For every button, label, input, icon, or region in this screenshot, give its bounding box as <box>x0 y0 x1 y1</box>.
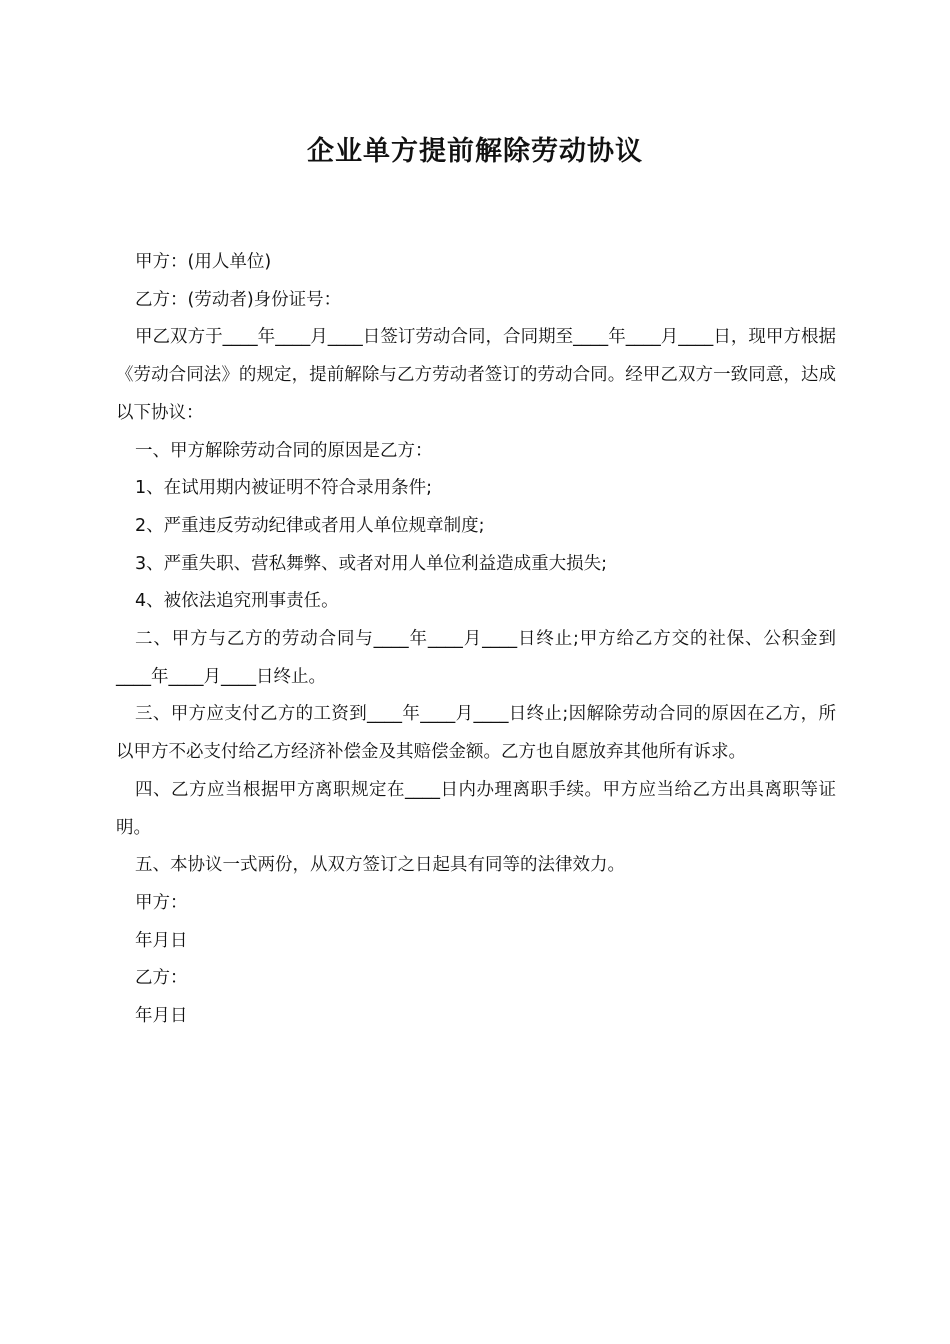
preamble-paragraph: 甲乙双方于____年____月____日签订劳动合同，合同期至____年____月____日，现甲方根据《劳动合同法》的规定，提前解除与乙方劳动者签订的劳动合同。经甲乙双方一致同意，达成以下协议： <box>116 327 836 423</box>
party-a-line: 甲方：(用人单位) <box>135 252 272 272</box>
document-body <box>116 244 836 1036</box>
clause-one-item-1: 1、在试用期内被证明不符合录用条件; <box>135 478 433 499</box>
signature-date-a: 年月日 <box>135 930 188 951</box>
party-b-line: 乙方：(劳动者)身份证号： <box>135 289 342 310</box>
document-title: 企业单方提前解除劳动协议 <box>307 136 643 167</box>
clause-three: 三、甲方应支付乙方的工资到____年____月____日终止;因解除劳动合同的原因在乙方，所以甲方不必支付给乙方经济补偿金及其赔偿金额。乙方也自愿放弃其他所有诉求。 <box>116 704 836 763</box>
clause-one-item-2: 2、严重违反劳动纪律或者用人单位规章制度; <box>135 515 485 536</box>
clause-one-heading: 一、甲方解除劳动合同的原因是乙方： <box>135 440 433 461</box>
clause-one-item-3: 3、严重失职、营私舞弊、或者对用人单位利益造成重大损失; <box>135 553 608 574</box>
clause-five: 五、本协议一式两份，从双方签订之日起具有同等的法律效力。 <box>135 855 625 876</box>
clause-four: 四、乙方应当根据甲方离职规定在____日内办理离职手续。甲方应当给乙方出具离职等证明。 <box>116 779 836 838</box>
signature-party-a: 甲方： <box>135 892 188 913</box>
clause-one-item-4: 4、被依法追究刑事责任。 <box>135 591 339 612</box>
clause-two: 二、甲方与乙方的劳动合同与____年____月____日终止;甲方给乙方交的社保、公积金到____年____月____日终止。 <box>116 629 836 687</box>
signature-date-b: 年月日 <box>135 1006 188 1027</box>
signature-party-b: 乙方： <box>135 968 188 989</box>
